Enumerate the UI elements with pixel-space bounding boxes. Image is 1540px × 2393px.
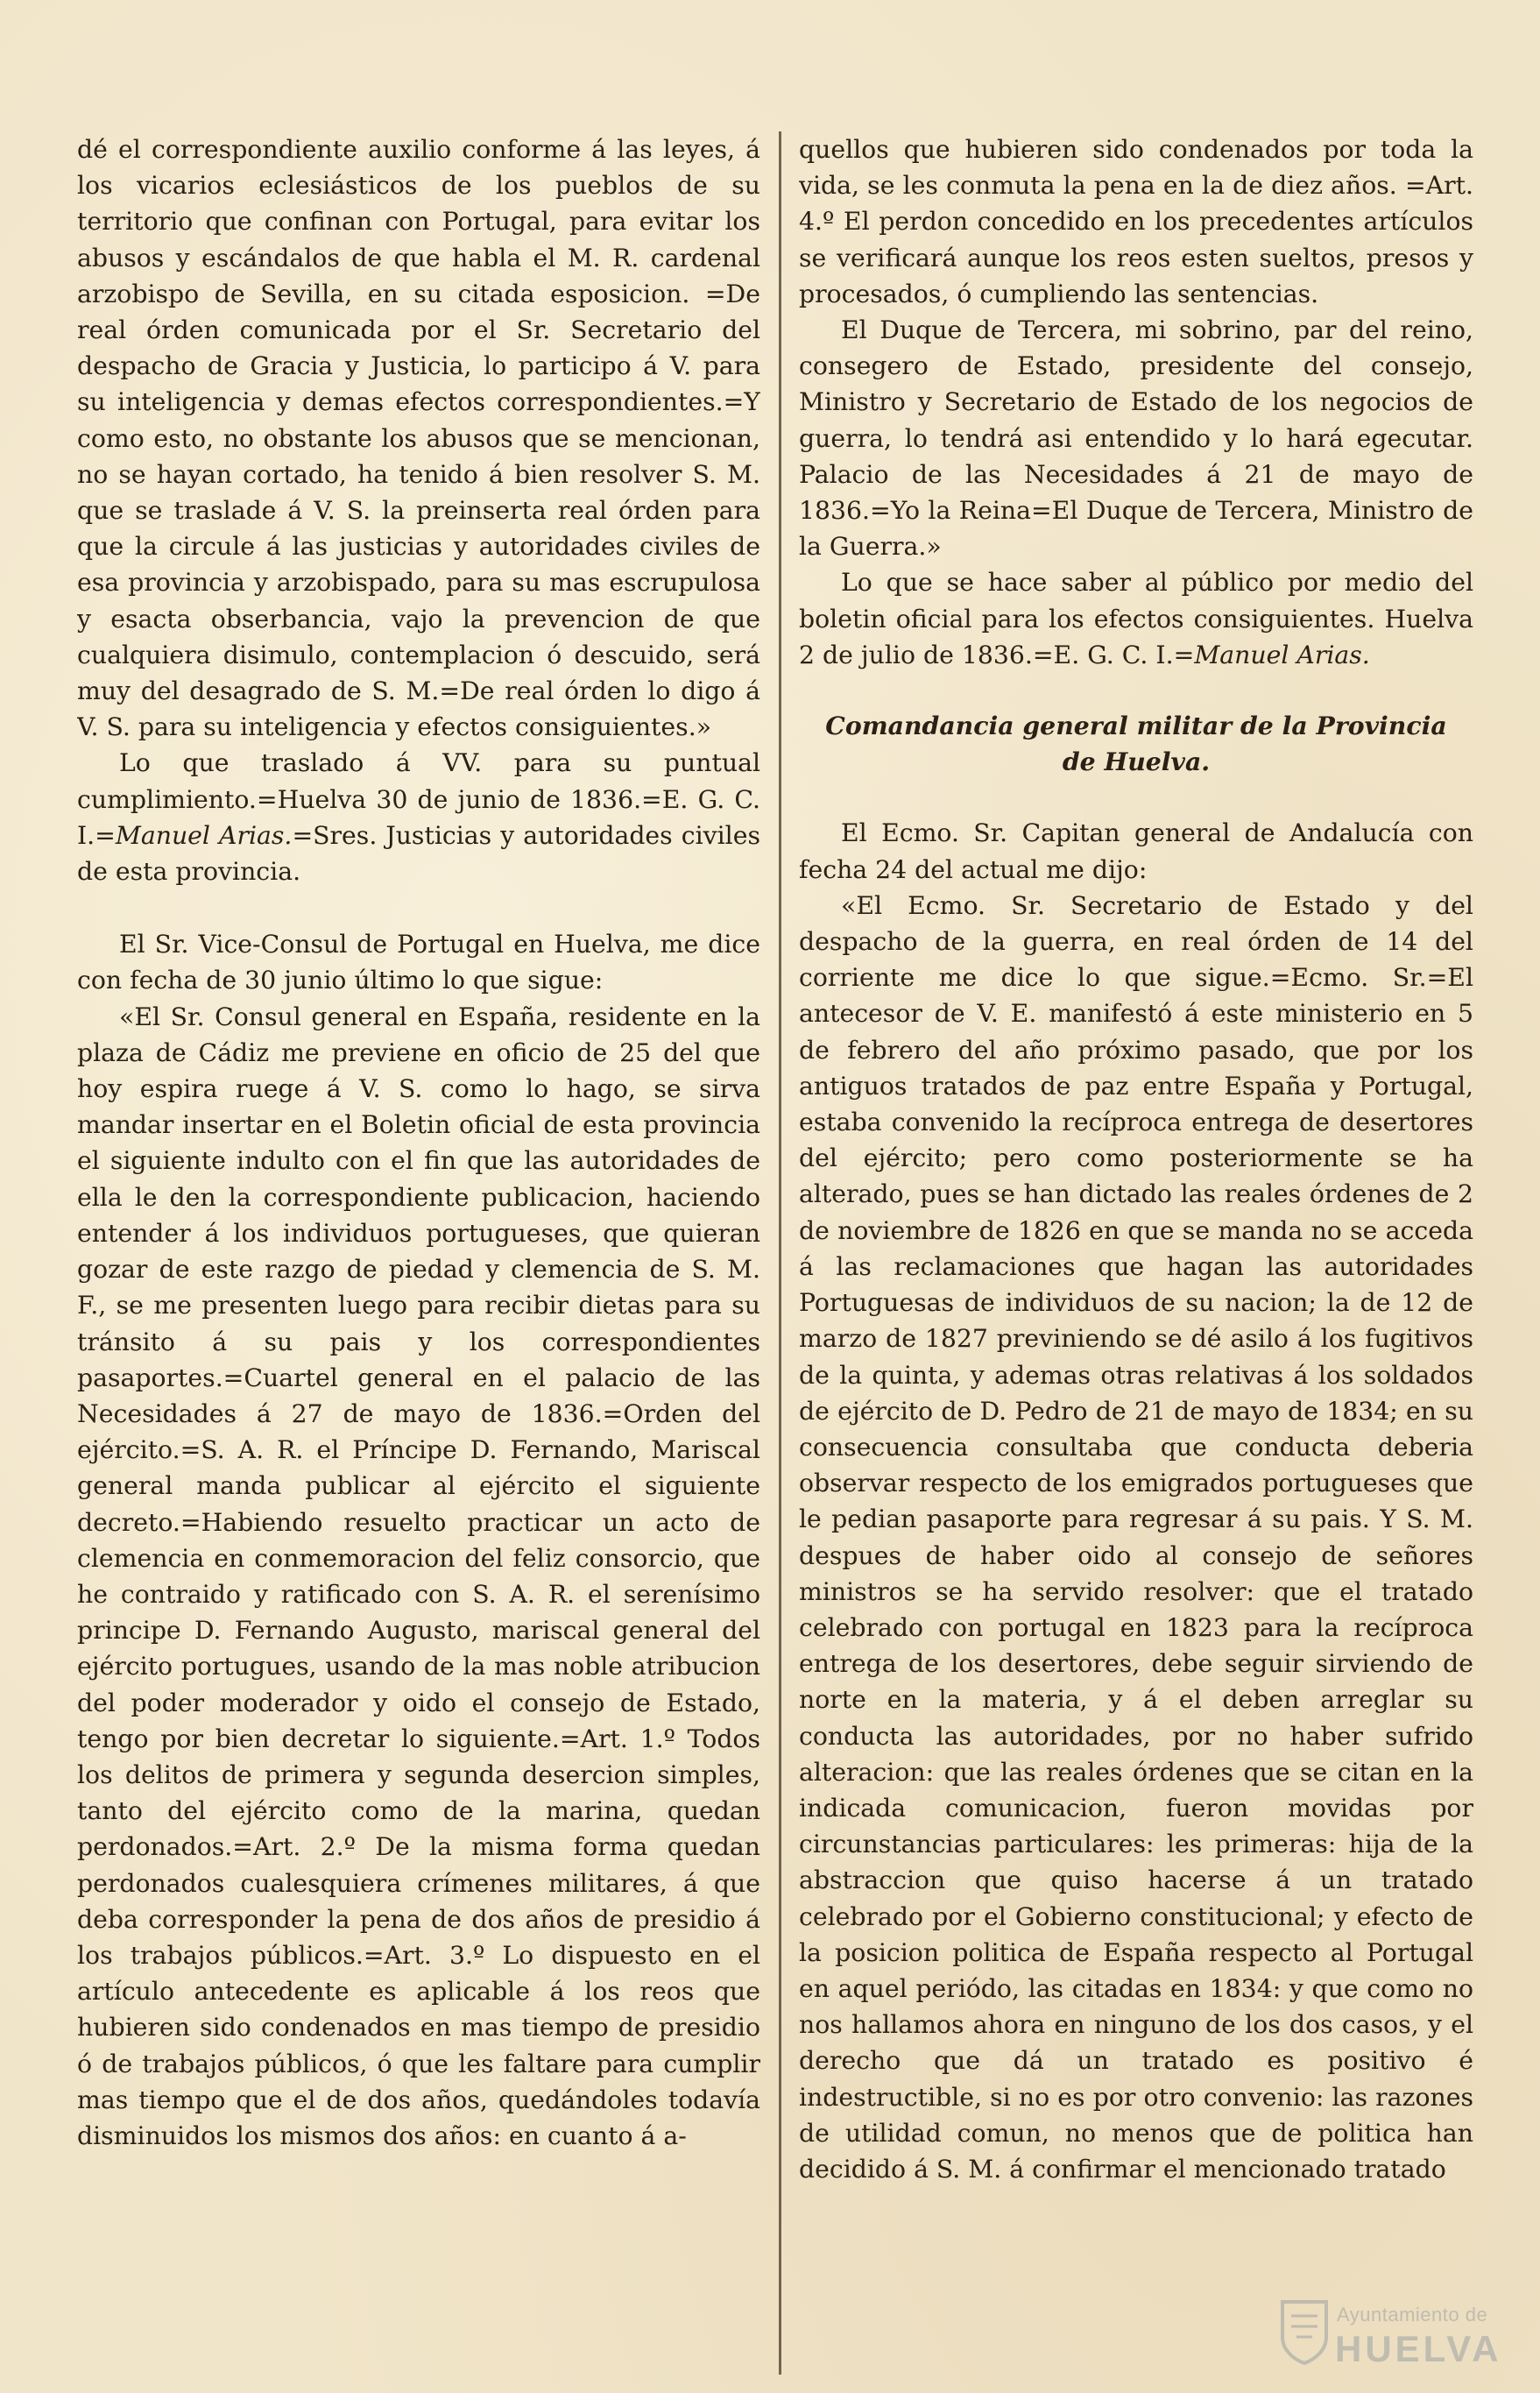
watermark-line2: HUELVA <box>1335 2328 1502 2369</box>
traslado-text: Lo que traslado á VV. para su puntual cumplimiento.=Huelva 30 de junio de 1836.=E. G. C. I.= <box>77 748 760 850</box>
section-heading-comandancia: Comandancia general militar de la Provincia de Huelva. <box>825 711 1447 777</box>
signature-manuel-arias-2: Manuel Arias. <box>1194 640 1370 669</box>
paragraph-publicacion <box>799 564 1473 673</box>
paragraph-duque-tercera: El Duque de Tercera, mi sobrino, par del reino, consegero de Estado, presidente del consejo, Ministro y Secretario de Estado de los negocios de guerra, lo tendrá asi entendido y lo hará egecutar. Palacio de las Necesidades á 21 de mayo de 1836.=Yo la Reina=El Duque de Tercera, Ministro de la Guerra.» <box>799 315 1473 562</box>
left-column <box>77 131 760 2375</box>
column-divider <box>779 131 781 2375</box>
watermark-line1: Ayuntamiento de <box>1337 2304 1488 2326</box>
paragraph-traslado <box>77 745 760 889</box>
paragraph-continuation: dé el correspondiente auxilio conforme á las leyes, á los vicarios eclesiásticos de los pueblos de su territorio que confinan con Portugal, para evitar los abusos y escándalos de que habla el M. R. cardenal arzobispo de Sevilla, en su citada esposicion. =De real órden comunicada por el Sr. Secretario del despacho de Gracia y Justicia, lo participo á V. para su inteligencia y demas efectos correspondientes.=Y como esto, no obstante los abusos que se mencionan, no se hayan cortado, ha tenido á bien resolver S. M. que se traslade á V. S. la preinserta real órden para que la circule á las justicias y autoridades civiles de esa provincia y arzobispado, para su mas escrupulosa y esacta obserbancia, vajo la prevencion de que cualquiera disimulo, contemplacion ó descuido, será muy del desagrado de S. M.=De real órden lo digo á V. S. para su inteligencia y efectos consiguientes.» <box>77 135 760 742</box>
paragraph-indulto-continuation: quellos que hubieren sido condenados por toda la vida, se les conmuta la pena en la de diez años. =Art. 4.º El perdon concedido en los precedentes artículos se verificará aunque los reos esten sueltos, presos y procesados, ó cumpliendo las sentencias. <box>799 135 1473 308</box>
paragraph-vice-consul: El Sr. Vice-Consul de Portugal en Huelva, me dice con fecha de 30 junio último lo que sigue: <box>77 930 760 995</box>
publicacion-text: Lo que se hace saber al público por medio del boletin oficial para los efectos consiguientes. Huelva 2 de julio de 1836.=E. G. C. I.= <box>799 568 1473 669</box>
shield-icon <box>1279 2298 1330 2365</box>
signature-manuel-arias: Manuel Arias. <box>115 820 293 850</box>
traslado-recipients: =Sres. Justicias y autoridades civiles de esta provincia. <box>77 820 760 887</box>
right-column <box>799 131 1473 2375</box>
paragraph-indulto: «El Sr. Consul general en España, residente en la plaza de Cádiz me previene en oficio de 25 del que hoy espira ruege á V. S. como lo hago, se sirva mandar insertar en el Boletin oficial de esta provincia el siguiente indulto con el fin que las autoridades de ella le den la correspondiente publicacion, haciendo entender á los individuos portugueses, que quieran gozar de este razgo de piedad y clemencia de S. M. F., se me presenten luego para recibir dietas para su tránsito á su pais y los correspondientes pasaportes.=Cuartel general en el palacio de las Necesidades á 27 de mayo de 1836.=Orden del ejército.=S. A. R. el Príncipe D. Fernando, Mariscal general manda publicar al ejército el siguiente decreto.=Habiendo resuelto practicar un acto de clemencia en conmemoracion del feliz consorcio, que he contraido y ratificado con S. A. R. el serenísimo principe D. Fernando Augusto, mariscal general del ejército portugues, usando de la mas noble atribucion del poder moderador y oido el consejo de Estado, tengo por bien decretar lo siguiente.=Art. 1.º Todos los delitos de primera y segunda desercion simples, tanto del ejército como de la marina, quedan perdonados.=Art. 2.º De la misma forma quedan perdonados cualesquiera crímenes militares, á que deba corresponder la pena de dos años de presidio á los trabajos públicos.=Art. 3.º Lo dispuesto en el artículo antecedente es aplicable á los reos que hubieren sido condenados en mas tiempo de presidio ó de trabajos públicos, ó que les faltare para cumplir mas tiempo que el de dos años, quedándoles todavía disminuidos los mismos dos años: en cuanto á a- <box>77 1002 760 2150</box>
paragraph-real-orden-desertores: «El Ecmo. Sr. Secretario de Estado y del despacho de la guerra, en real órden de 14 del corriente me dice lo que sigue.=Ecmo. Sr.=El antecesor de V. E. manifestó á este ministerio en 5 de febrero del año próximo pasado, que por los antiguos tratados de paz entre España y Portugal, estaba convenido la recíproca entrega de desertores del ejército; pero como posteriormente se ha alterado, pues se han dictado las reales órdenes de 2 de noviembre de 1826 en que se manda no se acceda á las reclamaciones que hagan las autoridades Portuguesas de individuos de su nacion; la de 12 de marzo de 1827 previniendo se dé asilo á los fugitivos de la quinta, y ademas otras relativas á los soldados de ejército de D. Pedro de 21 de mayo de 1834; en su consecuencia consultaba que conducta deberia observar respecto de los emigrados portugueses que le pedian pasaporte para regresar á su pais. Y S. M. despues de haber oido al consejo de señores ministros se ha servido resolver: que el tratado celebrado con portugal en 1823 para la recíproca entrega de los desertores, debe seguir sirviendo de norte en la materia, y á el deben arreglar su conducta las autoridades, por no haber sufrido alteracion: que las reales órdenes que se citan en la indicada comunicacion, fueron movidas por circunstancias particulares: les primeras: hija de la abstraccion que quiso hacerse á un tratado celebrado por el Gobierno constitucional; y efecto de la posicion politica de España respecto al Portugal en aquel periódo, las citadas en 1834: y que como no nos hallamos ahora en ninguno de los dos casos, y el derecho que dá un tratado es positivo é indestructible, si no es por otro convenio: las razones de utilidad comun, no menos que de politica han decidido á S. M. á confirmar el mencionado tratado <box>799 890 1473 2184</box>
ayuntamiento-watermark <box>1279 2297 1502 2375</box>
paragraph-capitan-general: El Ecmo. Sr. Capitan general de Andalucía con fecha 24 del actual me dijo: <box>799 818 1473 884</box>
